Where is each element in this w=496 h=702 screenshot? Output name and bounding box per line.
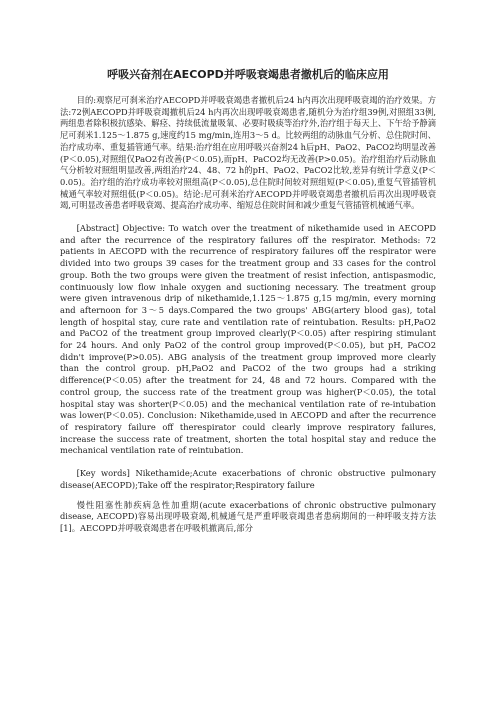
spacer: [60, 492, 436, 500]
introduction-paragraph: 慢性阻塞性肺疾病急性加重期(acute exacerbations of chronic obstructive pulmonary disease, AECOPD)容易出现呼吸衰竭,机械通气是严重呼吸衰竭患者患病期间的一种呼吸支持方法[1]。AECOPD并呼吸衰竭患者在呼吸机撤离后,部分: [60, 499, 436, 533]
paper-title: 呼吸兴奋剂在AECOPD并呼吸衰竭患者撤机后的临床应用: [107, 68, 389, 81]
abstract-chinese: 目的:观察尼可刹米治疗AECOPD并呼吸衰竭患者撤机后24 h内再次出现呼吸衰竭的治疗效果。方法:72例AECOPD并呼吸衰竭撤机后24 h内再次出现呼吸衰竭患者,随机分为治疗组39例,对照组33例,两组患者除积极抗感染、解痉、持续低流量吸氧、必要时吸痰等治疗外,治疗组于每天上、下午给予静滴尼可刹米1.125～1.875 g,速度约15 mg/min,连用3～5 d。比较两组的动脉血气分析、总住院时间、治疗成功率、重复插管通气率。结果:治疗组在应用呼吸兴奋剂24 h后pH、PaO2、PaCO2均明显改善(P＜0.05),对照组仅PaO2有改善(P＜0.05),而pH、PaCO2均无改善(P>0.05)。治疗组治疗后动脉血气分析较对照组明显改善,两组治疗24、48、72 h的pH、PaO2、PaCO2比较,差异有统计学意义(P＜0.05)。治疗组的治疗成功率较对照组高(P＜0.05),总住院时间较对照组短(P＜0.05),重复气管插管机械通气率较对照组低(P＜0.05)。结论:尼可刹米治疗AECOPD并呼吸衰竭患者撤机后再次出现呼吸衰竭,可明显改善患者呼吸衰竭、提高治疗成功率、缩短总住院时间和减少重复气管插管机械通气率。: [60, 95, 437, 211]
spacer: [60, 457, 436, 468]
spacer: [60, 212, 436, 223]
keywords: [Key words] Nikethamide;Acute exacerbations of chronic obstructive pulmonary disease(AECOPD);Take off the respirator;Respiratory failure: [60, 468, 436, 490]
abstract-english: [Abstract] Objective: To watch over the treatment of nikethamide used in AECOPD and after the recurrence of the respiratory failures off the respirator. Methods: 72 patients in AECOPD with the recurrence of respiratory failures off the respirator were divided into two groups 39 cases for the treatment group and 33 cases for the control group. Both the two groups were given the treatment of resist infection, antispasmodic, continuously low flow inhale oxygen and suctioning necessary. The treatment group were given intravenous drip of nikethamide,1.125～1.875 g,15 mg/min, every morning and afternoon for 3～5 days.Compared the two groups' ABG(artery blood gas), total length of hospital stay, cure rate and ventilation rate of reintubation. Results: pH,PaO2 and PaCO2 of the treatment group improved clearly(P＜0.05) after respiring stimulant for 24 hours. And only PaO2 of the control group improved(P＜0.05), but pH, PaCO2 didn't improve(P>0.05). ABG analysis of the treatment group improved more clearly than the control group. pH,PaO2 and PaCO2 of the two groups had a striking difference(P＜0.05) after the treatment for 24, 48 and 72 hours. Compared with the control group, the success rate of the treatment group was higher(P＜0.05), the total hospital stay was shorter(P＜0.05) and the mechanical ventilation rate of re-intubation was lower(P＜0.05). Conclusion: Nikethamide,used in AECOPD and after the recurrence of respiratory failure off therespirator could clearly improve respiratory failures, increase the success rate of treatment, shorten the total hospital stay and reduce the mechanical ventilation rate of reintubation.: [60, 223, 436, 456]
